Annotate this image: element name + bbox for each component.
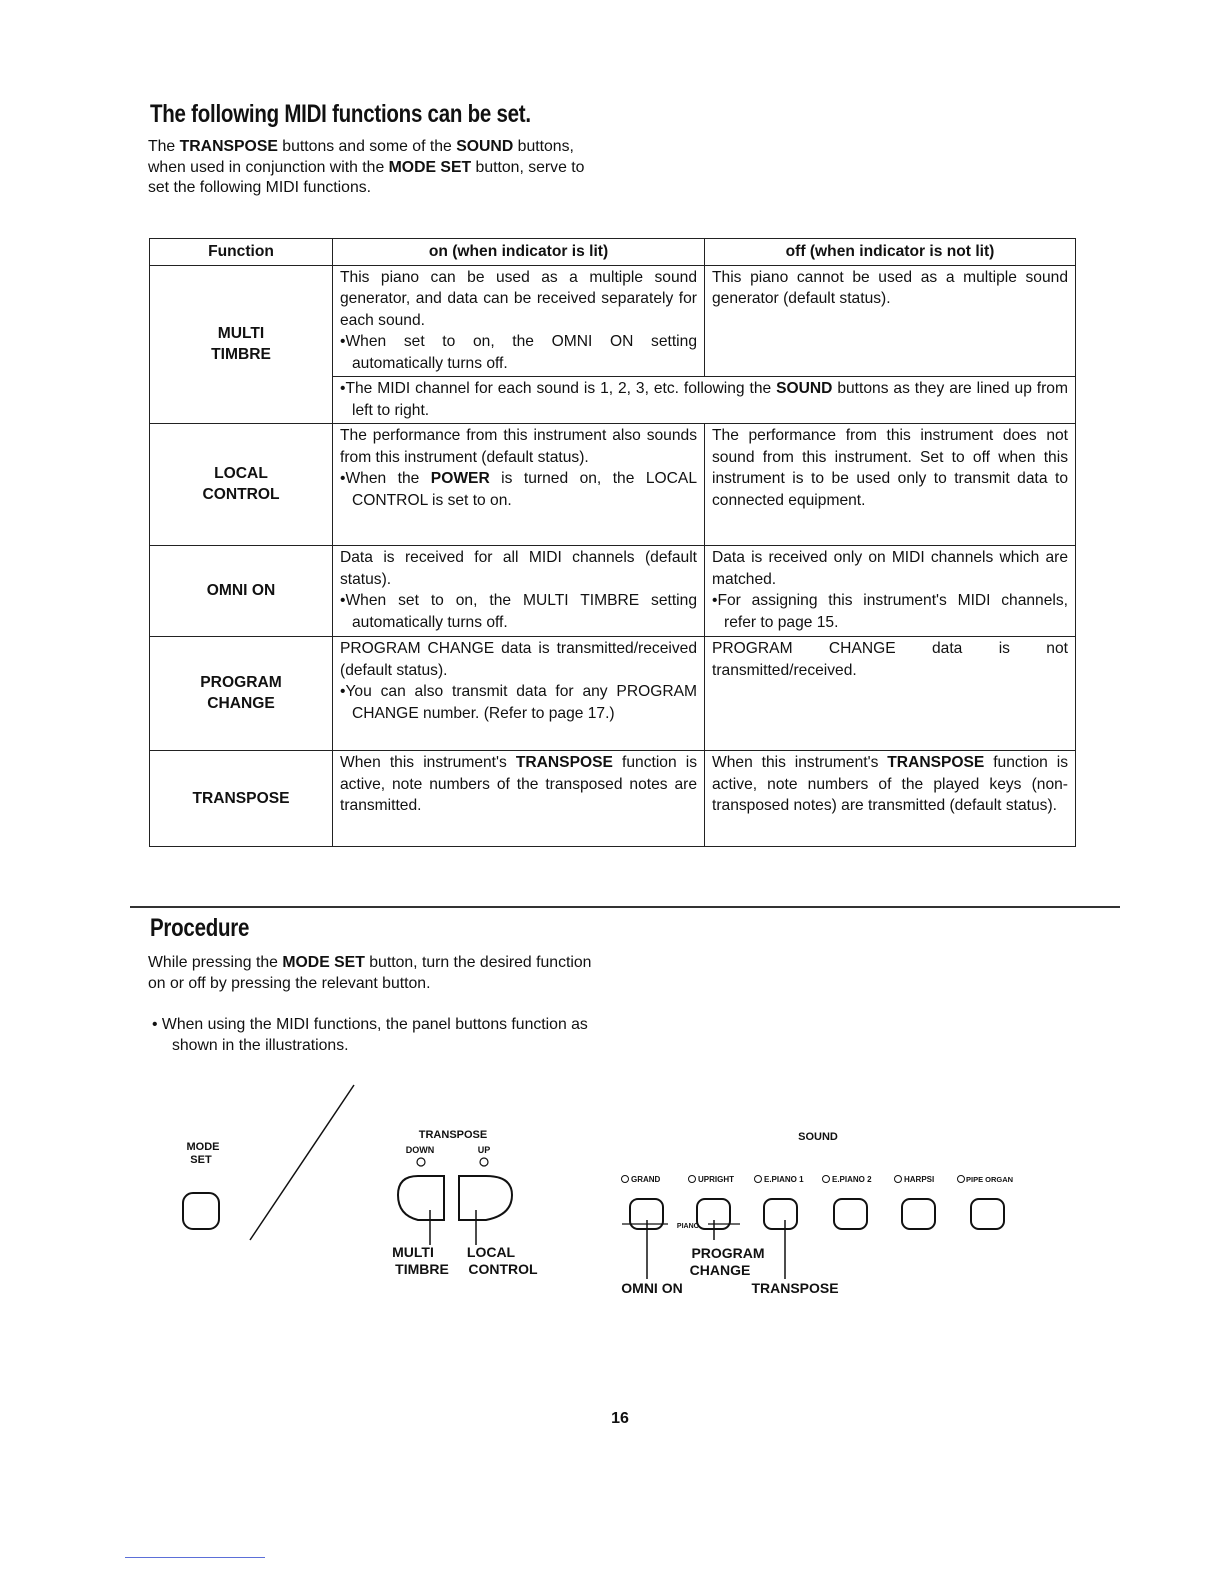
program-change-label: CHANGE: [689, 1262, 751, 1278]
upright-led: [689, 1176, 696, 1183]
table-row: [150, 265, 1076, 377]
transpose-down-button[interactable]: [398, 1176, 444, 1220]
divider-slash: [250, 1085, 354, 1240]
intro-text: buttons and some of the: [277, 138, 457, 155]
heading-procedure: Procedure: [150, 914, 250, 942]
sound-title: SOUND: [798, 1131, 838, 1143]
function-label: MULTI: [217, 324, 265, 342]
cell-bullet: is turned on, the LOCAL CONTROL is set to on.: [352, 470, 697, 509]
procedure-bullet: • When using the MIDI functions, the panel buttons function as shown in the illustrations.: [152, 1016, 588, 1054]
intro-text: The: [148, 138, 180, 155]
sound-button-epiano2[interactable]: [834, 1199, 867, 1229]
cell-bold: TRANSPOSE: [887, 754, 985, 771]
cell-text: function is active, note numbers of the transposed notes are transmitted.: [340, 754, 697, 814]
harpsi-led: [895, 1176, 902, 1183]
function-label: CONTROL: [202, 486, 280, 503]
off-cell: [705, 637, 1076, 751]
cell-bullet: •For assigning this instrument's MIDI channels, refer to page 15.: [712, 592, 1068, 631]
table-row: [150, 751, 1076, 847]
epiano1-led: [755, 1176, 762, 1183]
off-cell: [705, 424, 1076, 546]
piano-group-label: PIANO: [676, 1223, 700, 1230]
function-label: CHANGE: [207, 695, 275, 712]
cell-text: When this instrument's: [712, 754, 888, 771]
midi-functions-table: [149, 238, 1076, 847]
off-cell: [705, 751, 1076, 847]
cell-text: This piano can be used as a multiple sound generator, and data can be received separately for each sound.: [340, 268, 697, 329]
function-cell: [150, 637, 333, 751]
procedure-paragraph: [148, 953, 593, 994]
cell-text: PROGRAM CHANGE data is transmitted/received (default status).: [340, 640, 697, 679]
on-cell: [333, 546, 705, 637]
function-cell: [150, 265, 333, 424]
sound-label-harpsi: HARPSI: [904, 1175, 935, 1184]
cell-bold: TRANSPOSE: [515, 754, 613, 771]
transpose-up-label: UP: [477, 1145, 491, 1155]
on-cell: [333, 751, 705, 847]
span-cell: [333, 377, 1076, 424]
page-number: 16: [611, 1410, 629, 1427]
header-function: Function: [150, 239, 333, 266]
mode-set-label: SET: [190, 1154, 212, 1166]
cell-bullet: •You can also transmit data for any PROGRAM CHANGE number. (Refer to page 17.): [340, 683, 697, 722]
sound-label-grand: GRAND: [631, 1175, 661, 1184]
function-cell: [150, 751, 333, 847]
transpose-title: TRANSPOSE: [418, 1129, 488, 1141]
intro-bold: TRANSPOSE: [179, 138, 278, 155]
intro-text: buttons, when used in conjunction with the: [148, 138, 574, 176]
cell-text: •The MIDI channel for each sound is 1, 2, 3, etc. following the: [340, 380, 777, 397]
procedure-text: While pressing the: [148, 954, 283, 971]
panel-diagram: [0, 1080, 1224, 1320]
sound-button-pipe-organ[interactable]: [971, 1199, 1004, 1229]
cell-bullet: •When set to on, the OMNI ON setting automatically turns off.: [340, 333, 697, 372]
header-off: off (when indicator is not lit): [705, 239, 1076, 266]
function-label: OMNI ON: [206, 582, 276, 599]
local-control-label: LOCAL: [466, 1244, 516, 1260]
epiano2-led: [823, 1176, 830, 1183]
function-label: TIMBRE: [211, 345, 271, 363]
cell-bold: SOUND: [776, 380, 833, 397]
on-cell: [333, 265, 705, 377]
cell-text: buttons as they are lined up from left to right.: [352, 380, 1068, 419]
cell-text: Data is received only on MIDI channels which are matched.: [712, 549, 1068, 588]
cell-text: function is active, note numbers of the played keys (non-transposed notes) are transmitted (default status).: [712, 754, 1069, 814]
transpose-up-led: [480, 1158, 488, 1166]
transpose-sound-label: TRANSPOSE: [751, 1280, 839, 1296]
footer-line: [125, 1557, 265, 1558]
on-cell: [333, 424, 705, 546]
transpose-down-label: DOWN: [405, 1145, 435, 1155]
function-cell: [150, 546, 333, 637]
off-cell: [705, 546, 1076, 637]
header-on: on (when indicator is lit): [333, 239, 705, 266]
sound-button-epiano1[interactable]: [764, 1199, 797, 1229]
intro-bold: SOUND: [456, 138, 514, 155]
program-change-label: PROGRAM: [691, 1245, 765, 1261]
table-header-row: [150, 239, 1076, 266]
cell-text: The performance from this instrument also sounds from this instrument (default status).: [340, 427, 697, 466]
function-label: LOCAL: [214, 465, 268, 482]
cell-bold: POWER: [430, 470, 490, 487]
function-label: TRANSPOSE: [192, 789, 290, 807]
procedure-bold: MODE SET: [282, 954, 365, 971]
cell-bullet: •When the: [340, 470, 431, 487]
table-row: [150, 546, 1076, 637]
on-cell: [333, 637, 705, 751]
cell-text: This piano cannot be used as a multiple sound generator (default status).: [712, 268, 1068, 307]
multi-timbre-label: TIMBRE: [395, 1261, 449, 1277]
multi-timbre-label: MULTI: [392, 1244, 434, 1260]
intro-text: button, serve to set the following MIDI functions.: [148, 158, 585, 196]
mode-set-button[interactable]: [183, 1193, 219, 1229]
sound-label-upright: UPRIGHT: [698, 1175, 734, 1184]
sound-button-harpsi[interactable]: [902, 1199, 935, 1229]
intro-bold: MODE SET: [388, 158, 472, 176]
sound-label-epiano1: E.PIANO 1: [764, 1175, 804, 1184]
local-control-label: CONTROL: [468, 1261, 538, 1277]
omni-on-label: OMNI ON: [621, 1280, 683, 1296]
sound-label-epiano2: E.PIANO 2: [832, 1175, 872, 1184]
mode-set-label: MODE: [186, 1141, 220, 1153]
cell-text: When this instrument's: [340, 754, 516, 771]
function-label: PROGRAM: [200, 674, 282, 691]
intro-paragraph: [148, 137, 588, 199]
table-row: [150, 424, 1076, 546]
transpose-down-led: [417, 1158, 425, 1166]
table-row: [150, 637, 1076, 751]
pipe-organ-led: [958, 1176, 965, 1183]
cell-text: Data is received for all MIDI channels (default status).: [340, 549, 697, 588]
procedure-text: button, turn the desired function on or off by pressing the relevant button.: [148, 954, 592, 992]
function-cell: [150, 424, 333, 546]
grand-led: [622, 1176, 629, 1183]
cell-bullet: •When set to on, the MULTI TIMBRE setting automatically turns off.: [340, 592, 697, 631]
cell-text: The performance from this instrument does not sound from this instrument. Set to off when this instrument is to be used only to transmit data to connected equipment.: [712, 427, 1068, 509]
section-divider: [130, 906, 1120, 908]
cell-text: PROGRAM CHANGE data is not transmitted/received.: [712, 640, 1068, 679]
sound-label-pipe-organ: PIPE ORGAN: [966, 1175, 1014, 1184]
transpose-up-button[interactable]: [459, 1176, 512, 1220]
off-cell: [705, 265, 1076, 377]
heading-midi-functions: The following MIDI functions can be set.: [150, 100, 531, 128]
